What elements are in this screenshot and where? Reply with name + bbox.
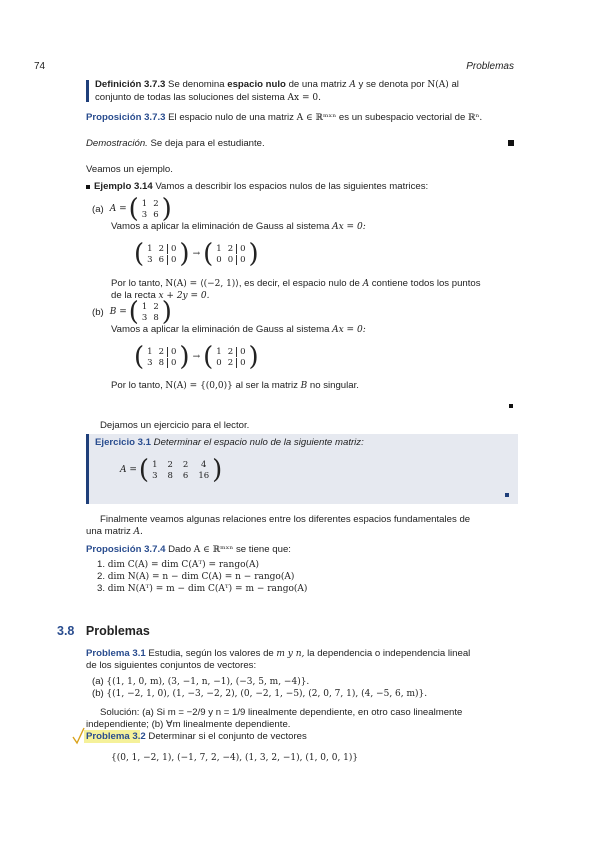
example-end-mark (509, 404, 513, 408)
proposition-373 (86, 112, 526, 123)
problem-32: Problema 3.2 Determinar si el conjunto de vectores (86, 731, 307, 742)
proposition-label: Proposición 3.7.4 (86, 544, 166, 555)
augmented-b (134, 344, 259, 370)
problem-31: Problema 3.1 Estudia, según los valores de m y n, la dependencia o independencia lineal de los siguientes conjuntos de vectores: (86, 648, 471, 671)
final-relations: Finalmente veamos algunas relaciones entre los diferentes espacios fundamentales de una matriz A. (86, 514, 471, 537)
definition-bar (86, 80, 89, 102)
gauss-text-a: Vamos a aplicar la eliminación de Gauss al sistema Ax = 0: (111, 221, 366, 232)
part-a-label: (a) (92, 203, 104, 215)
definition-term: espacio nulo (227, 79, 286, 90)
definition-line2: conjunto de todas las soluciones del sistema (95, 91, 285, 103)
proof (86, 138, 265, 149)
aug-matrix-b-right: ( 1 2 0 0 2 0 ) (203, 342, 259, 372)
reader-exercise-intro: Dejamos un ejercicio para el lector. (100, 420, 250, 431)
problem-31-items: (a) {(1, 1, 0, m), (3, −1, n, −1), (−3, 5, m, −4)}. (b) {(1, −2, 1, 0), (1, −3, −2, 2), (0, −2, 1, −5), (2, 0, 7, 1), (4, −5, 6, m)}. (92, 676, 428, 699)
aug-matrix-a-right: ( 1 2 0 0 0 0 ) (203, 239, 259, 269)
definition-text-3: y se denota por (358, 79, 425, 90)
math-cond: A ∈ ℝᵐˣⁿ (296, 113, 337, 123)
example-intro: Veamos un ejemplo. (86, 164, 173, 175)
exercise-header (95, 437, 364, 448)
math-Ax0: Ax = 0. (287, 92, 321, 103)
proposition-text-2: es un subespacio vectorial de (338, 112, 466, 123)
definition-block (95, 79, 515, 104)
exercise-matrix: A = ( 1 2 2 4 3 8 6 16 ) (120, 455, 223, 485)
aug-matrix-a-left: ( 1 2 0 3 6 0 ) (134, 239, 190, 269)
matrix-A: ( 1 2 3 6 ) (128, 194, 172, 224)
qed-mark (508, 140, 514, 146)
section-heading (57, 624, 150, 638)
math-lhs-A: A = (109, 204, 127, 214)
problem-label: Problema 3.2 (86, 731, 146, 742)
section-number: 3.8 (57, 624, 75, 638)
math-A: A (349, 80, 356, 90)
conclusion-a: Por lo tanto, N(A) = ⟨(−2, 1)⟩, es decir, el espacio nulo de A contiene todos los puntos de la recta x + 2y = 0. (111, 278, 481, 301)
definition-text-2: de una matriz (288, 79, 347, 90)
example-text: Vamos a describir los espacios nulos de las siguientes matrices: (155, 181, 429, 192)
exercise-label: Ejercicio 3.1 (95, 437, 151, 448)
proposition-374: Proposición 3.7.4 Dado A ∈ ℝᵐˣⁿ se tiene que: (86, 544, 291, 555)
proof-label: Demostración. (86, 138, 148, 149)
arrow-icon: → (192, 249, 201, 259)
proposition-label: Proposición 3.7.3 (86, 112, 166, 123)
aug-matrix-b-left: ( 1 2 0 3 8 0 ) (134, 342, 190, 372)
running-header: Problemas (466, 61, 514, 72)
problem-32-set: {(0, 1, −2, 1), (−1, 7, 2, −4), (1, 3, 2, −1), (1, 0, 0, 1)} (111, 753, 359, 763)
problem-31-solution: Solución: (a) Si m = −2/9 y n = 1/9 linealmente dependiente, en otro caso linealmente independiente; (b) ∀m linealmente dependiente. (86, 707, 463, 730)
list-item: 3. dim N(Aᵀ) = m − dim C(Aᵀ) = m − rango(A) (97, 583, 308, 594)
example-bullet (86, 185, 90, 189)
proposition-374-list (97, 559, 307, 595)
math-Rn: ℝⁿ. (468, 113, 483, 123)
proposition-text: El espacio nulo de una matriz (168, 112, 294, 123)
example-label: Ejemplo 3.14 (94, 181, 153, 192)
math-NA: N(A) (427, 80, 449, 90)
list-item: 1. dim C(A) = dim C(Aᵀ) = rango(A) (97, 559, 260, 570)
arrow-icon: → (192, 352, 201, 362)
exercise-end-mark (505, 493, 509, 497)
gauss-text-b: Vamos a aplicar la eliminación de Gauss al sistema Ax = 0: (111, 324, 366, 335)
definition-text: Se denomina (168, 79, 225, 90)
proof-text: Se deja para el estudiante. (150, 138, 265, 149)
list-item: 2. dim N(A) = n − dim C(A) = n − rango(A) (97, 571, 295, 582)
problem-label: Problema 3.1 (86, 648, 146, 659)
augmented-a (134, 241, 259, 267)
exercise-text: Determinar el espacio nulo de la siguiente matriz: (153, 437, 364, 448)
matrix-B: ( 1 2 3 8 ) (128, 297, 172, 327)
math-lhs-B: B = (109, 307, 127, 317)
example-header (94, 181, 428, 192)
page-number: 74 (34, 61, 46, 72)
part-a (92, 196, 172, 222)
definition-label: Definición 3.7.3 (95, 79, 166, 90)
part-b-label: (b) (92, 306, 104, 318)
part-b (92, 299, 172, 325)
conclusion-b: Por lo tanto, N(A) = {(0,0)} al ser la matriz B no singular. (111, 380, 359, 391)
definition-text-4: al (451, 79, 459, 90)
section-title: Problemas (85, 624, 150, 638)
